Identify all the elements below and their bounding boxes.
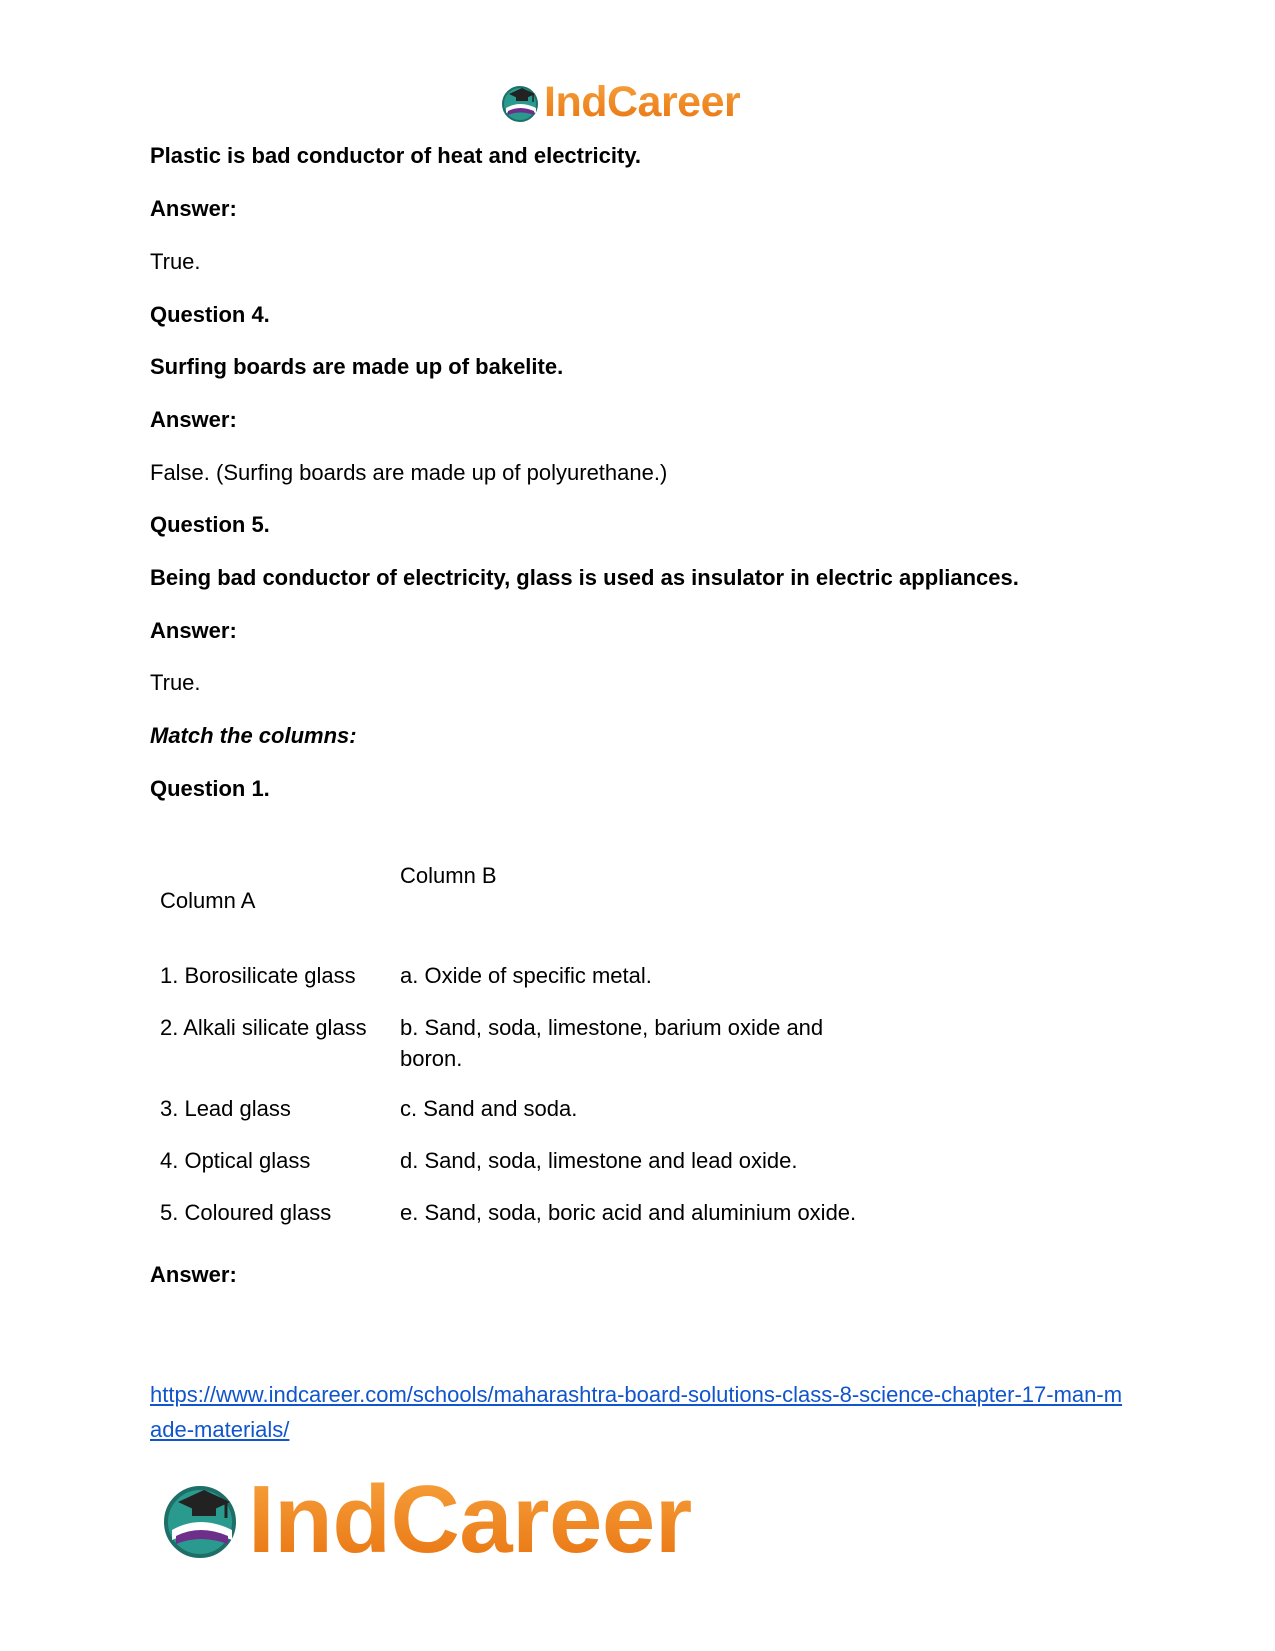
- column-a-header: Column A: [160, 888, 256, 913]
- table-row-3-col-b: c. Sand and soda.: [400, 1096, 578, 1121]
- table-row-5-col-a: 5. Coloured glass: [160, 1200, 332, 1225]
- q4-answer-label: Answer:: [150, 407, 237, 432]
- table-row-2-col-a: 2. Alkali silicate glass: [160, 1015, 367, 1040]
- q5-answer-label: Answer:: [150, 618, 237, 643]
- match-question-1-label: Question 1.: [150, 776, 270, 801]
- source-url-link[interactable]: https://www.indcareer.com/schools/maharashtra-board-solutions-class-8-science-chapter-17-man-made-materials/: [150, 1382, 1123, 1442]
- q4-answer: False. (Surfing boards are made up of polyurethane.): [150, 460, 668, 485]
- q5-statement: Being bad conductor of electricity, glass is used as insulator in electric appliances.: [150, 565, 1019, 590]
- table-row-4-col-b: d. Sand, soda, limestone and lead oxide.: [400, 1148, 798, 1173]
- table-row-2-col-b: b. Sand, soda, limestone, barium oxide and boron.: [400, 1015, 824, 1071]
- q3-statement: Plastic is bad conductor of heat and electricity.: [150, 143, 642, 168]
- column-b-header: Column B: [400, 863, 497, 888]
- table-row-1-col-b: a. Oxide of specific metal.: [400, 963, 652, 988]
- brand-logo-bottom: [160, 1465, 692, 1575]
- brand-logo-text: IndCareer: [544, 78, 741, 126]
- table-row-5-col-b: e. Sand, soda, boric acid and aluminium oxide.: [400, 1200, 857, 1225]
- brand-logo-text: IndCareer: [248, 1466, 692, 1573]
- table-row-1-col-a: 1. Borosilicate glass: [160, 963, 356, 988]
- table-row-4-col-a: 4. Optical glass: [160, 1148, 311, 1173]
- table-row-3-col-a: 3. Lead glass: [160, 1096, 291, 1121]
- q3-answer: True.: [150, 249, 201, 274]
- q4-statement: Surfing boards are made up of bakelite.: [150, 354, 564, 379]
- match-columns-heading: Match the columns:: [150, 723, 357, 748]
- brand-logo-top: [500, 78, 740, 127]
- graduation-globe-icon: [500, 82, 542, 124]
- q4-label: Question 4.: [150, 302, 270, 327]
- q5-label: Question 5.: [150, 512, 270, 537]
- q3-answer-label: Answer:: [150, 196, 237, 221]
- match-answer-label: Answer:: [150, 1262, 237, 1287]
- q5-answer: True.: [150, 670, 201, 695]
- graduation-globe-icon: [160, 1478, 244, 1562]
